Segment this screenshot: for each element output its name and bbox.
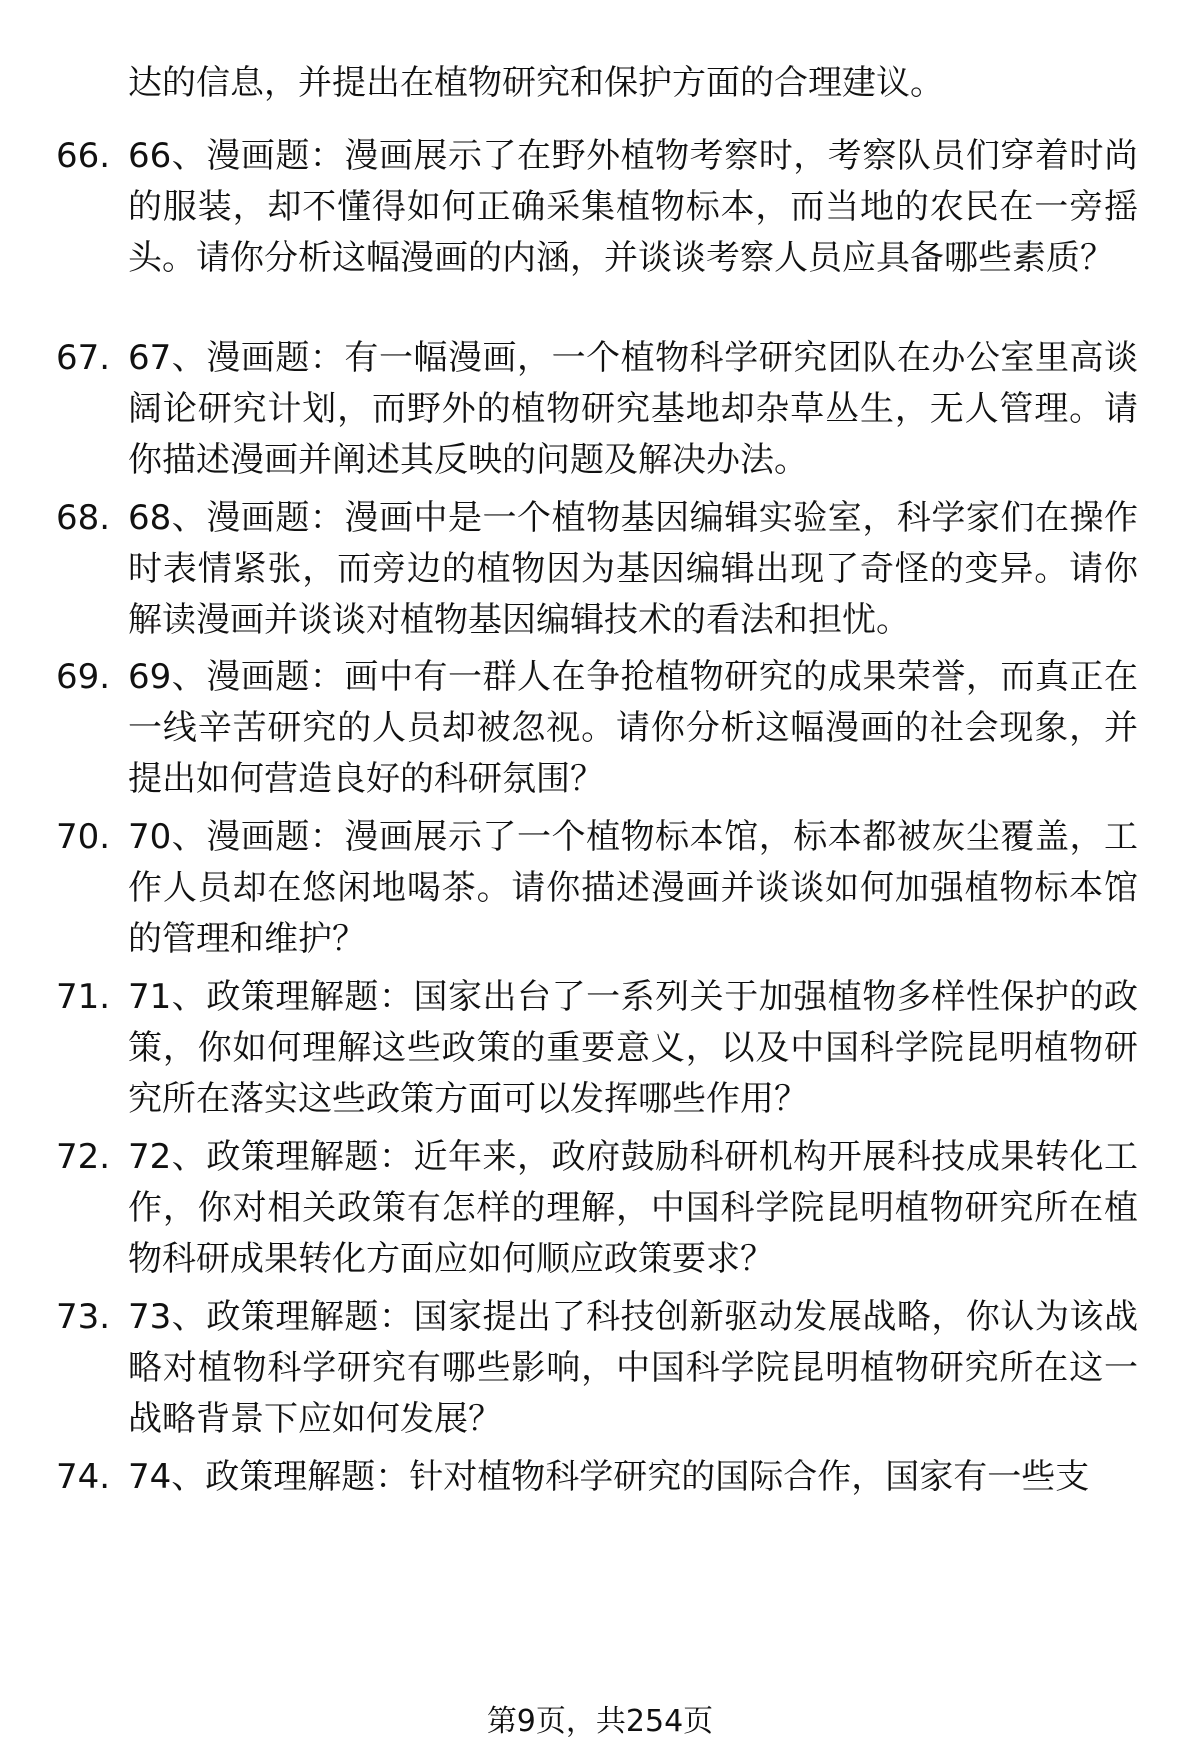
question-item bbox=[56, 333, 1146, 486]
item-number: 73. bbox=[56, 1297, 111, 1337]
continued-paragraph: 达的信息，并提出在植物研究和保护方面的合理建议。 bbox=[128, 63, 944, 103]
question-item bbox=[56, 972, 1146, 1125]
question-item bbox=[56, 1452, 1146, 1503]
item-number: 72. bbox=[56, 1137, 111, 1177]
item-number: 69. bbox=[56, 657, 111, 697]
page-number-footer: 第9页，共254页 bbox=[486, 1704, 714, 1739]
item-number: 67. bbox=[56, 338, 111, 378]
item-number: 74. bbox=[56, 1457, 111, 1497]
item-text: 70、漫画题：漫画展示了一个植物标本馆，标本都被灰尘覆盖，工作人员却在悠闲地喝茶。请你描述漫画并谈谈如何加强植物标本馆的管理和维护？ bbox=[128, 817, 1138, 959]
item-text: 74、政策理解题：针对植物科学研究的国际合作，国家有一些支 bbox=[128, 1457, 1090, 1497]
question-item bbox=[56, 1292, 1146, 1445]
item-text: 72、政策理解题：近年来，政府鼓励科研机构开展科技成果转化工作，你对相关政策有怎样的理解，中国科学院昆明植物研究所在植物科研成果转化方面应如何顺应政策要求？ bbox=[128, 1137, 1138, 1279]
item-number: 71. bbox=[56, 977, 111, 1017]
item-number: 66. bbox=[56, 136, 111, 176]
item-text: 71、政策理解题：国家出台了一系列关于加强植物多样性保护的政策，你如何理解这些政策的重要意义，以及中国科学院昆明植物研究所在落实这些政策方面可以发挥哪些作用？ bbox=[128, 977, 1138, 1119]
question-item bbox=[56, 493, 1146, 646]
question-item bbox=[56, 652, 1146, 805]
item-text: 73、政策理解题：国家提出了科技创新驱动发展战略，你认为该战略对植物科学研究有哪些影响，中国科学院昆明植物研究所在这一战略背景下应如何发展？ bbox=[128, 1297, 1138, 1439]
item-text: 69、漫画题：画中有一群人在争抢植物研究的成果荣誉，而真正在一线辛苦研究的人员却被忽视。请你分析这幅漫画的社会现象，并提出如何营造良好的科研氛围？ bbox=[128, 657, 1138, 799]
question-item bbox=[56, 131, 1146, 284]
question-item bbox=[56, 1132, 1146, 1285]
item-text: 67、漫画题：有一幅漫画，一个植物科学研究团队在办公室里高谈阔论研究计划，而野外的植物研究基地却杂草丛生，无人管理。请你描述漫画并阐述其反映的问题及解决办法。 bbox=[128, 338, 1138, 480]
item-number: 70. bbox=[56, 817, 111, 857]
question-item bbox=[56, 812, 1146, 965]
item-text: 68、漫画题：漫画中是一个植物基因编辑实验室，科学家们在操作时表情紧张，而旁边的植物因为基因编辑出现了奇怪的变异。请你解读漫画并谈谈对植物基因编辑技术的看法和担忧。 bbox=[128, 498, 1138, 640]
item-number: 68. bbox=[56, 498, 111, 538]
item-text: 66、漫画题：漫画展示了在野外植物考察时，考察队员们穿着时尚的服装，却不懂得如何正确采集植物标本，而当地的农民在一旁摇头。请你分析这幅漫画的内涵，并谈谈考察人员应具备哪些素质？ bbox=[128, 136, 1138, 278]
